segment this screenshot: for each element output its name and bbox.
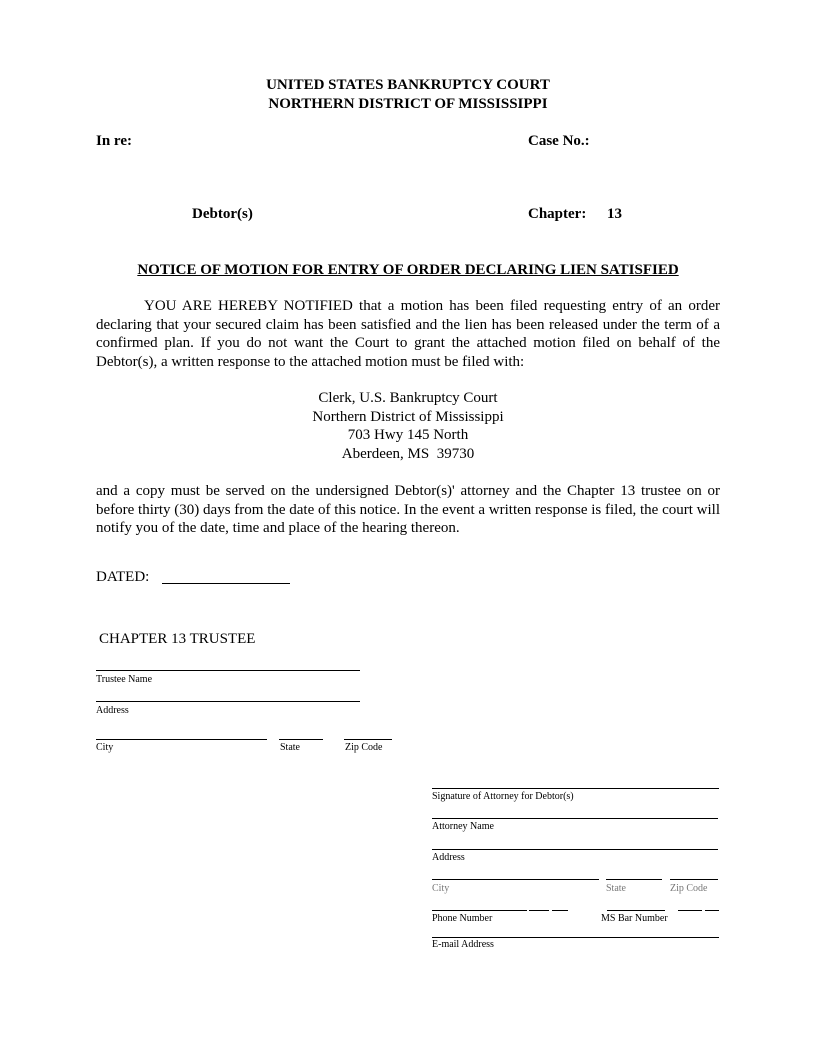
trustee-city-label: City (96, 742, 114, 753)
clerk-address-line-1: Clerk, U.S. Bankruptcy Court (318, 390, 498, 406)
chapter-label: Chapter: (528, 206, 587, 222)
attorney-zip-field[interactable] (670, 879, 718, 880)
trustee-address-label: Address (96, 705, 129, 716)
attorney-email-label: E-mail Address (432, 939, 494, 950)
attorney-state-field[interactable] (606, 879, 662, 880)
clerk-address-line-4: Aberdeen, MS 39730 (341, 446, 475, 462)
attorney-bar-label: MS Bar Number (601, 913, 668, 924)
trustee-zip-label: Zip Code (345, 742, 383, 753)
trustee-address-field[interactable] (96, 701, 360, 702)
attorney-bar-field-part-3[interactable] (705, 910, 719, 911)
in-re-label: In re: (96, 133, 132, 149)
notice-title: NOTICE OF MOTION FOR ENTRY OF ORDER DECLARING LIEN SATISFIED (137, 262, 679, 278)
notice-paragraph: YOU ARE HEREBY NOTIFIED that a motion has been filed requesting entry of an order declaring that your secured claim has been satisfied and the lien has been released under the term of a confirmed plan. If you do not want the Court to grant the attached motion filed on behalf of the Debtor(s), a written response to the attached motion must be filed with: (96, 298, 720, 370)
chapter-value: 13 (607, 206, 622, 222)
attorney-address-label: Address (432, 852, 465, 863)
clerk-address-line-2: Northern District of Mississippi (312, 409, 504, 425)
trustee-name-label: Trustee Name (96, 674, 153, 685)
attorney-phone-field-part-2[interactable] (529, 910, 549, 911)
attorney-bar-field-part-2[interactable] (678, 910, 702, 911)
attorney-signature-label: Signature of Attorney for Debtor(s) (432, 791, 574, 802)
trustee-name-field[interactable] (96, 670, 360, 671)
trustee-city-field[interactable] (96, 739, 267, 740)
trustee-heading: CHAPTER 13 TRUSTEE (99, 631, 256, 647)
attorney-bar-field-part-1[interactable] (607, 910, 665, 911)
attorney-city-field[interactable] (432, 879, 599, 880)
trustee-state-label: State (280, 742, 300, 753)
dated-field[interactable] (162, 583, 290, 584)
service-paragraph: and a copy must be served on the undersigned Debtor(s)' attorney and the Chapter 13 trustee on or before thirty (30) days from the date of this notice. In the event a written response is filed, the court will notify you of the date, time and place of the hearing thereon. (96, 483, 720, 536)
court-name: UNITED STATES BANKRUPTCY COURT (266, 77, 550, 93)
case-no-label: Case No.: (528, 133, 590, 149)
trustee-zip-field[interactable] (344, 739, 392, 740)
attorney-signature-field[interactable] (432, 788, 719, 789)
trustee-state-field[interactable] (279, 739, 323, 740)
attorney-name-field[interactable] (432, 818, 718, 819)
attorney-phone-label: Phone Number (432, 913, 493, 924)
attorney-name-label: Attorney Name (432, 821, 494, 832)
clerk-address-line-3: 703 Hwy 145 North (347, 427, 469, 443)
attorney-address-field[interactable] (432, 849, 718, 850)
attorney-zip-label: Zip Code (670, 883, 708, 894)
attorney-phone-field-part-1[interactable] (432, 910, 527, 911)
debtor-label: Debtor(s) (192, 206, 253, 222)
attorney-state-label: State (606, 883, 626, 894)
attorney-phone-field-part-3[interactable] (552, 910, 568, 911)
dated-label: DATED: (96, 569, 150, 585)
attorney-city-label: City (432, 883, 450, 894)
attorney-email-field[interactable] (432, 937, 719, 938)
district-name: NORTHERN DISTRICT OF MISSISSIPPI (268, 96, 548, 112)
